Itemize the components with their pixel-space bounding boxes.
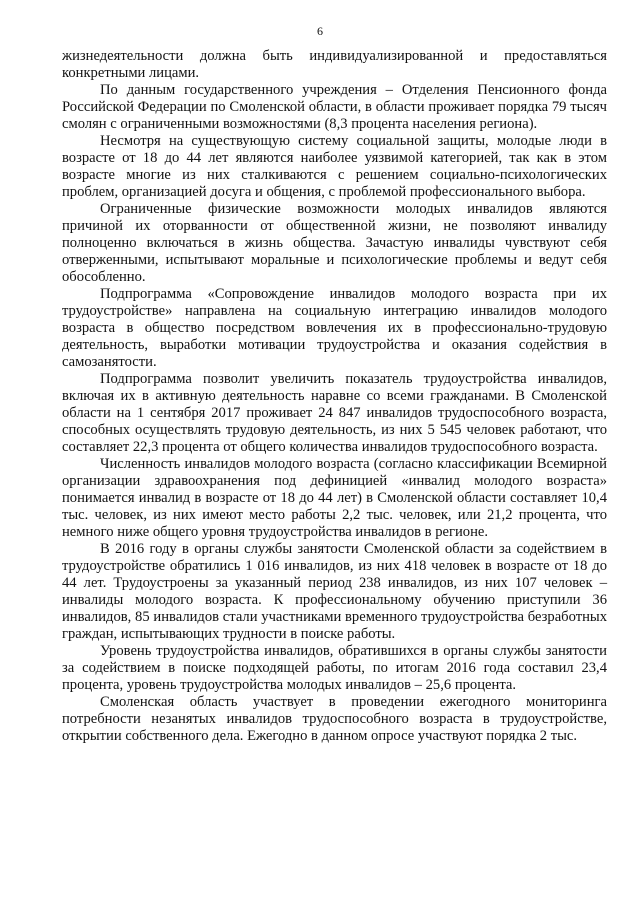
- document-body: [62, 48, 607, 745]
- paragraph-employment-rate: Уровень трудоустройства инвалидов, обратившихся в органы службы занятости за содействием в поиске подходящей работы, по итогам 2016 года составил 23,4 процента, уровень трудоустройства молодых инвалидов – 25,6 процента.: [62, 643, 607, 693]
- paragraph-physical-limitations: Ограниченные физические возможности молодых инвалидов являются причиной их оторванности от общественной жизни, не позволяют инвалиду полноценно включаться в жизнь общества. Зачастую инвалиды чувствуют себя отверженными, испытывают моральные и психологические проблемы и ведут себя обособленно.: [62, 201, 607, 285]
- paragraph-subprogram-indicator: Подпрограмма позволит увеличить показатель трудоустройства инвалидов, включая их в активную деятельность наравне со всеми гражданами. В Смоленской области на 1 сентября 2017 проживает 24 847 инвалидов трудоспособного возраста, способных осуществлять трудовую деятельность, из них 5 545 человек работают, что составляет 22,3 процента от общего количества инвалидов трудоспособного возраста.: [62, 371, 607, 455]
- paragraph-young-disabled-count: Численность инвалидов молодого возраста (согласно классификации Всемирной организации здравоохранения под дефиницией «инвалид молодого возраста» понимается инвалид в возрасте от 18 до 44 лет) в Смоленской области составляет 10,4 тыс. человек, из них имеют место работы 2,2 тыс. человек, или 21,2 процента, что немного ниже общего уровня трудоустройства инвалидов в регионе.: [62, 456, 607, 540]
- paragraph-monitoring: Смоленская область участвует в проведении ежегодного мониторинга потребности незанятых инвалидов трудоспособного возраста в трудоустройстве, открытии собственного дела. Ежегодно в данном опросе участвуют порядка 2 тыс.: [62, 694, 607, 744]
- paragraph-vulnerable-group: Несмотря на существующую систему социальной защиты, молодые люди в возрасте от 18 до 44 лет являются наиболее уязвимой категорией, так как в этом возрасте многие из них сталкиваются с решением социально-психологических проблем, организацией досуга и общения, с проблемой профессионального выбора.: [62, 133, 607, 200]
- paragraph-subprogram-goal: Подпрограмма «Сопровождение инвалидов молодого возраста при их трудоустройстве» направлена на социальную интеграцию инвалидов молодого возраста в общество посредством вовлечения их в профессионально-трудовую деятельность, выработки мотивации трудоустройства и оказания содействия в самозанятости.: [62, 286, 607, 370]
- paragraph-pension-fund: По данным государственного учреждения – Отделения Пенсионного фонда Российской Федерации по Смоленской области, в области проживает порядка 79 тысяч смолян с ограниченными возможностями (8,3 процента населения региона).: [62, 82, 607, 132]
- paragraph-employment-2016: В 2016 году в органы службы занятости Смоленской области за содействием в трудоустройстве обратились 1 016 инвалидов, из них 418 человек в возрасте от 18 до 44 лет. Трудоустроены за указанный период 238 инвалидов, из них 107 человек – инвалиды молодого возраста. К профессиональному обучению приступили 36 инвалидов, 85 инвалидов стали участниками временного трудоустройства безработных граждан, испытывающих трудности в поиске работы.: [62, 541, 607, 642]
- paragraph-continuation: жизнедеятельности должна быть индивидуализированной и предоставляться конкретными лицами.: [62, 48, 607, 81]
- page-number: 6: [317, 24, 323, 38]
